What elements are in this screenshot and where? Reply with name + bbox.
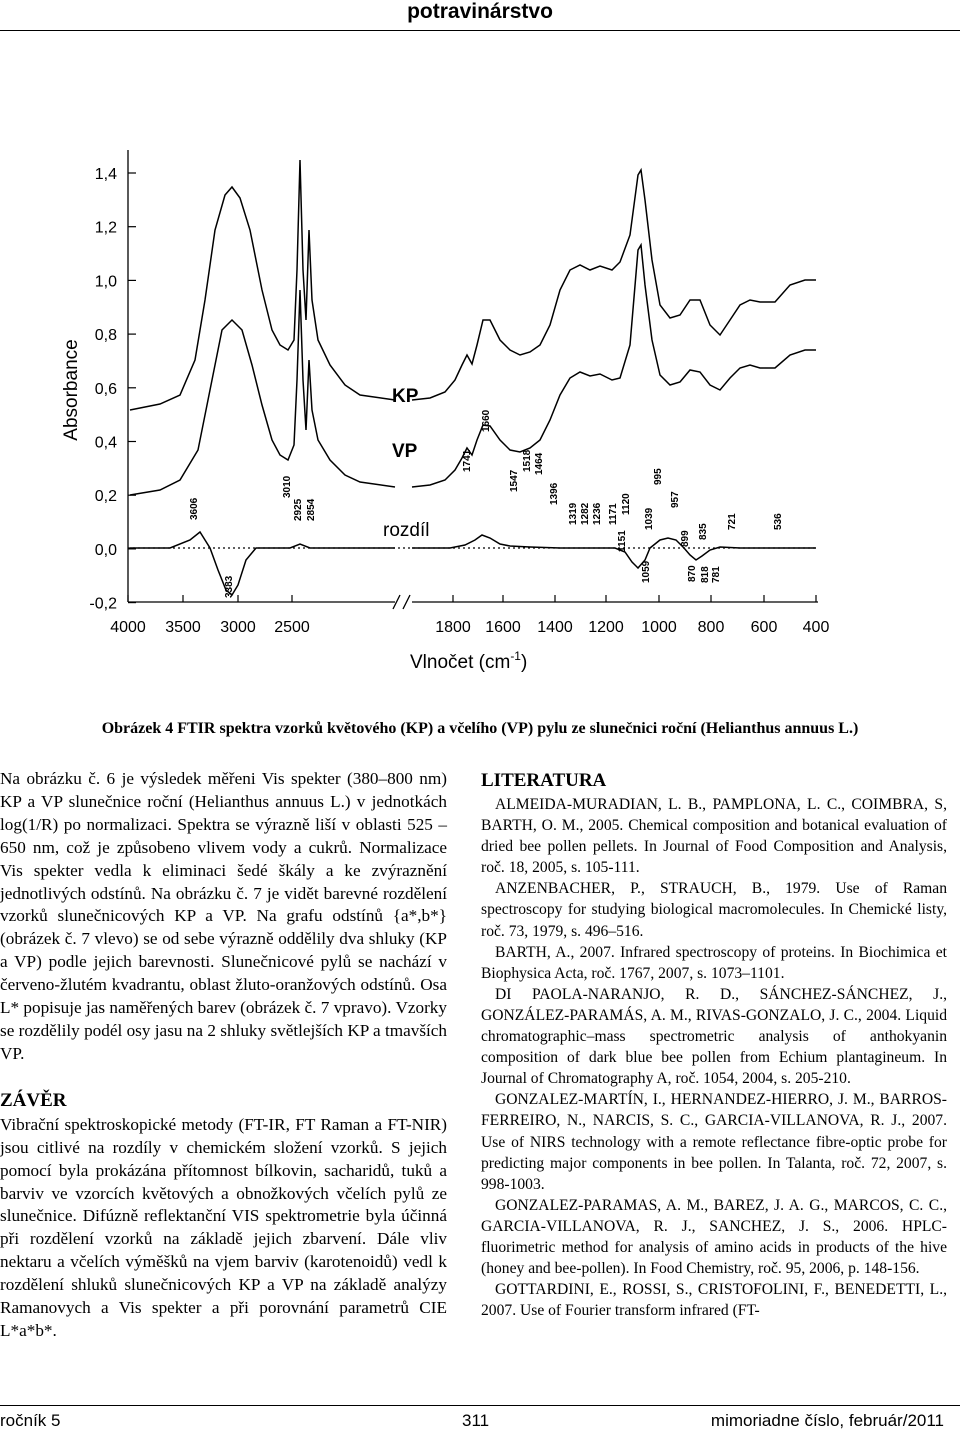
x-tick-label: 1800 [435,619,471,636]
left-column [0,768,447,1343]
page-number: 311 [462,1411,490,1430]
x-tick-label: 1400 [537,619,573,636]
series-line-vp [130,245,816,495]
peak-label: 2925 [293,498,304,521]
y-tick-label: 0,6 [94,380,117,398]
peak-label: 1120 [621,493,632,515]
peak-label: 995 [653,468,664,485]
y-tick-label: 0,8 [94,327,117,345]
x-axis-label: Vlnočet $(cm^{-1})$ [410,649,528,673]
peak-label: 536 [773,513,784,530]
y-tick-label: 1,2 [94,219,117,237]
section-heading-literatura: LITERATURA [481,770,607,791]
peak-label: 3606 [189,497,200,520]
peak-label: 1151 [617,530,628,552]
peak-label: 1236 [592,502,603,525]
reference-item: DI PAOLA-NARANJO, R. D., SÁNCHEZ-SÁNCHEZ, J., GONZÁLEZ-PARAMÁS, A. M., RIVAS-GONZALO, J. C., 2004. Liquid chromatographic–mass spectrometric analysis of anthokyanin composition of dark blue bee pollen from Echium plantagineum. In Journal of Chromatography A, roč. 1054, 2004, s. 205-210. [481,985,947,1088]
peak-label: 1059 [641,560,652,583]
x-tick-label: 1000 [641,619,677,636]
reference-item: BARTH, A., 2007. Infrared spectroscopy of proteins. In Biochimica et Biophysica Acta, roč. 1767, 2007, s. 1073–1101. [481,943,947,982]
x-tick-label: 1600 [485,619,521,636]
peak-label: 3010 [282,475,293,498]
peak-label: 957 [670,491,681,508]
reference-item: GONZALEZ-MARTÍN, I., HERNANDEZ-HIERRO, J. M., BARROS-FERREIRO, N., NARCIS, S. C., GARCIA-VILLANOVA, R. J., 2007. Use of NIRS technology with a remote reflectance fibre-optic probe for predicting major components in bee pollen. In Talanta, roč. 72, 2007, s. 998-1003. [481,1091,947,1193]
series-label-vp: VP [392,441,418,462]
x-tick-label: 3500 [165,619,201,636]
peak-label: 1171 [608,503,619,525]
peak-label: 1660 [481,409,492,432]
peak-label: 1741 [462,449,473,472]
x-tick-label: 800 [697,619,725,636]
peak-label: 1282 [580,502,591,525]
peak-label: 1319 [568,502,579,525]
peak-label: 3383 [224,575,235,598]
series-label-kp: KP [392,386,419,407]
peak-label: 870 [687,565,698,582]
y-tick-label: -0,2 [89,595,117,613]
footer-issue: mimoriadne číslo, február/2011 [710,1411,944,1430]
y-axis-label: Absorbance [61,339,82,441]
y-tick-label: 1,4 [94,166,117,183]
journal-header [0,0,960,24]
y-tick-label: 0,0 [94,541,117,559]
peak-label: 1396 [549,482,560,505]
x-tick-group [110,595,829,636]
series-label-rozdil: rozdíl [383,520,430,541]
reference-item: GONZALEZ-PARAMAS, A. M., BAREZ, J. A. G., MARCOS, C. C., GARCIA-VILLANOVA, R. J., SANCHEZ, J. S., 2006. HPLC-fluorimetric method for analysis of amino acids in products of the hive (honey and bee-pollen). In Food Chemistry, roč. 95, 2006, p. 148-156. [481,1196,947,1278]
section-heading-zaver: ZÁVĚR [0,1089,67,1111]
peak-label: 781 [711,566,722,583]
ftir-spectra-chart [0,120,960,680]
peak-label: 835 [698,523,709,540]
figure-caption: Obrázek 4 FTIR spektra vzorků květového (KP) a včelího (VP) pylu ze slunečnici roční (Helianthus annuus L.) [101,720,859,737]
peak-label: 2854 [306,498,317,521]
y-tick-label: 1,0 [94,273,117,291]
paragraph-conclusion: Vibrační spektroskopické metody (FT-IR, FT Raman a FT-NIR) jsou citlivé na rozdíly v chemickém složení vzorků. S jejich pomocí byla prokázána přítomnost bílkovin, sacharidů, tuků a barviv ve vzorcích květových a obnožkových včelích pylů ze slunečnice. Difúzně reflektanční VIS spektrometrie byla účinná při rozdělení vzorků na základě jejich zbarvení. Dále vliv nektaru a včelích výměšků na vjem barviv (karotenoidů) vedl k rozdělení shluků slunečnicových KP a VP na základě analýzy Ramanovych a Vis spekter a při porovnání parametrů CIE L*a*b*. [0,1114,447,1340]
x-tick-label: 1200 [588,619,624,636]
peak-label: 721 [727,513,738,530]
y-tick-group [89,166,136,613]
peak-label-group [189,409,784,598]
peak-label: 1464 [534,452,545,475]
x-tick-label: 600 [750,619,778,636]
y-tick-label: 0,2 [94,488,117,506]
x-tick-label: 4000 [110,619,146,636]
axis-break-marks [393,595,410,609]
footer-volume: ročník 5 [0,1411,61,1430]
right-column [481,768,947,1321]
y-tick-label: 0,4 [94,434,117,452]
x-tick-label: 400 [802,619,830,636]
header-rule [0,30,960,31]
reference-item: ALMEIDA-MURADIAN, L. B., PAMPLONA, L. C., COIMBRA, S, BARTH, O. M., 2005. Chemical composition and botanical evaluation of dried bee pollen pellets. In Journal of Food Composition and Analysis, roč. 18, 2005, s. 105-111. [481,796,947,877]
reference-item: ANZENBACHER, P., STRAUCH, B., 1979. Use of Raman spectroscopy for studying biological macromolecules. In Chemické listy, roč. 73, 1979, s. 496–516. [481,880,947,940]
peak-label: 899 [680,530,691,547]
reference-item: GOTTARDINI, E., ROSSI, S., CRISTOFOLINI, F., BENEDETTI, L., 2007. Use of Fourier transform infrared (FT- [481,1281,947,1320]
peak-label: 1518 [522,449,533,472]
x-tick-label: 2500 [274,619,310,636]
peak-label: 818 [700,566,711,583]
peak-label: 1039 [644,507,655,530]
series-line-kp [130,160,816,410]
footer-rule [0,1405,960,1406]
paragraph-results: Na obrázku č. 6 je výsledek měřeni Vis spekter (380–800 nm) KP a VP slunečnice roční (Helianthus annuus L.) v jednotkách log(1/R) po normalizaci. Spektra se výrazně liší v oblasti 525 – 650 nm, což je způsobeno vlivem vody a cukrů. Normalizace Vis spekter vedla k eliminaci šedé škály a ke zvýraznění jednotlivých odstínů. Na obrázku č. 7 je vidět barevné rozdělení vzorků slunečnicových KP a VP. Na grafu odstínů {a*,b*} (obrázek č. 7 vlevo) se od sebe výrazně oddělily dva shluky (KP a VP) podle jejich barevnosti. Slunečnicové pylů se nachází v červeno-žlutém kvadrantu, oblast žluto-oranžových odstínů. Osa L* popisuje jas naměřených barev (obrázek č. 7 vpravo). Vzorky se rozdělily podél osy jasu na 2 shluky světlejších KP a tmavších VP. [0,769,447,1063]
peak-label: 1547 [509,469,520,492]
journal-title: potravinárstvo [407,0,553,23]
x-tick-label: 3000 [220,619,256,636]
